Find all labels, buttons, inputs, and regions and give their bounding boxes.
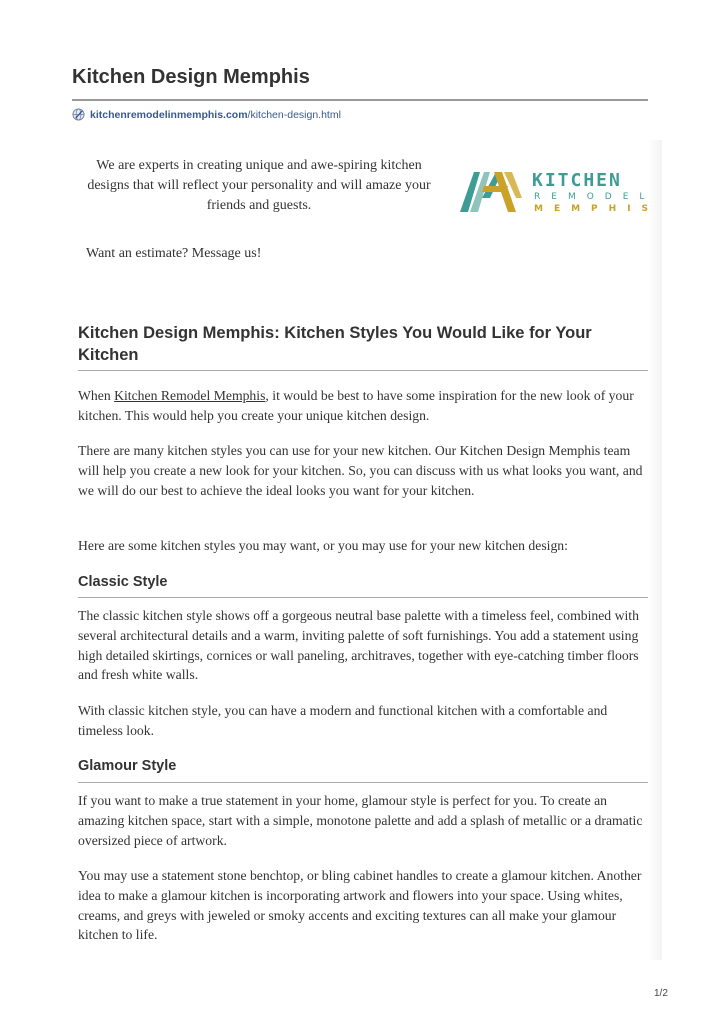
globe-icon [72,108,85,121]
heading-divider [78,370,648,371]
url-host-link[interactable]: kitchenremodelinmemphis.com [90,108,248,121]
logo-word-memphis: MEMPHIS [534,204,660,214]
page-edge-shade [648,140,662,960]
section-divider [78,597,648,598]
paragraph: There are many kitchen styles you can use for your new kitchen. Our Kitchen Design Memphis team will help you create a new look for your kitchen. So, you can discuss with us what looks you want, and we will do our best to achieve the ideal looks you want for your kitchen. [78,443,643,498]
section-heading-glamour: Glamour Style [78,758,177,774]
paragraph-text: When [78,388,115,403]
logo-word-kitchen: KITCHEN [532,170,622,191]
kitchen-remodel-memphis-logo [460,168,660,214]
section-heading-classic: Classic Style [78,574,168,590]
section-divider [78,782,648,783]
page-title: Kitchen Design Memphis [72,66,310,88]
paragraph: If you want to make a true statement in your home, glamour style is perfect for you. To create an amazing kitchen space, start with a simple, monotone palette and add a splash of metallic or a dramatic oversized piece of artwork. [78,793,643,848]
paragraph: The classic kitchen style shows off a gorgeous neutral base palette with a timeless feel, combined with several architectural details and a warm, inviting palette of soft furnishings. You add a statement using high detailed skirtings, cornices or wall paneling, architraves, together with eye-catching timber floors and fresh white walls. [78,608,639,683]
page-number: 1/2 [654,988,668,999]
kitchen-remodel-memphis-link[interactable]: Kitchen Remodel Memphis [114,388,266,403]
intro-text: We are experts in creating unique and awe-spiring kitchen designs that will reflect your personality and will amaze your friends and guests. [87,158,431,213]
article-heading: Kitchen Design Memphis: Kitchen Styles You Would Like for Your Kitchen [78,324,592,364]
paragraph-text: , it would be best to have some inspiration for the new look of your kitchen. This would help you create your unique kitchen design. [78,388,634,423]
paragraph: With classic kitchen style, you can have a modern and functional kitchen with a comfortable and timeless look. [78,703,608,738]
title-divider [72,99,648,101]
logo-word-remodel: REMODEL [534,192,656,202]
estimate-prompt: Want an estimate? Message us! [86,246,262,261]
paragraph: Here are some kitchen styles you may want, or you may use for your new kitchen design: [78,538,568,553]
paragraph [78,386,650,426]
url-path-link[interactable]: /kitchen-design.html [247,108,341,121]
source-url[interactable] [72,108,341,121]
paragraph: You may use a statement stone benchtop, or bling cabinet handles to create a glamour kitchen. Another idea to make a glamour kitchen is incorporating artwork and flowers into your space. Using whites, creams, and greys with jeweled or smoky accents and exciting textures can all make your glamour kitchen to life. [78,868,642,943]
